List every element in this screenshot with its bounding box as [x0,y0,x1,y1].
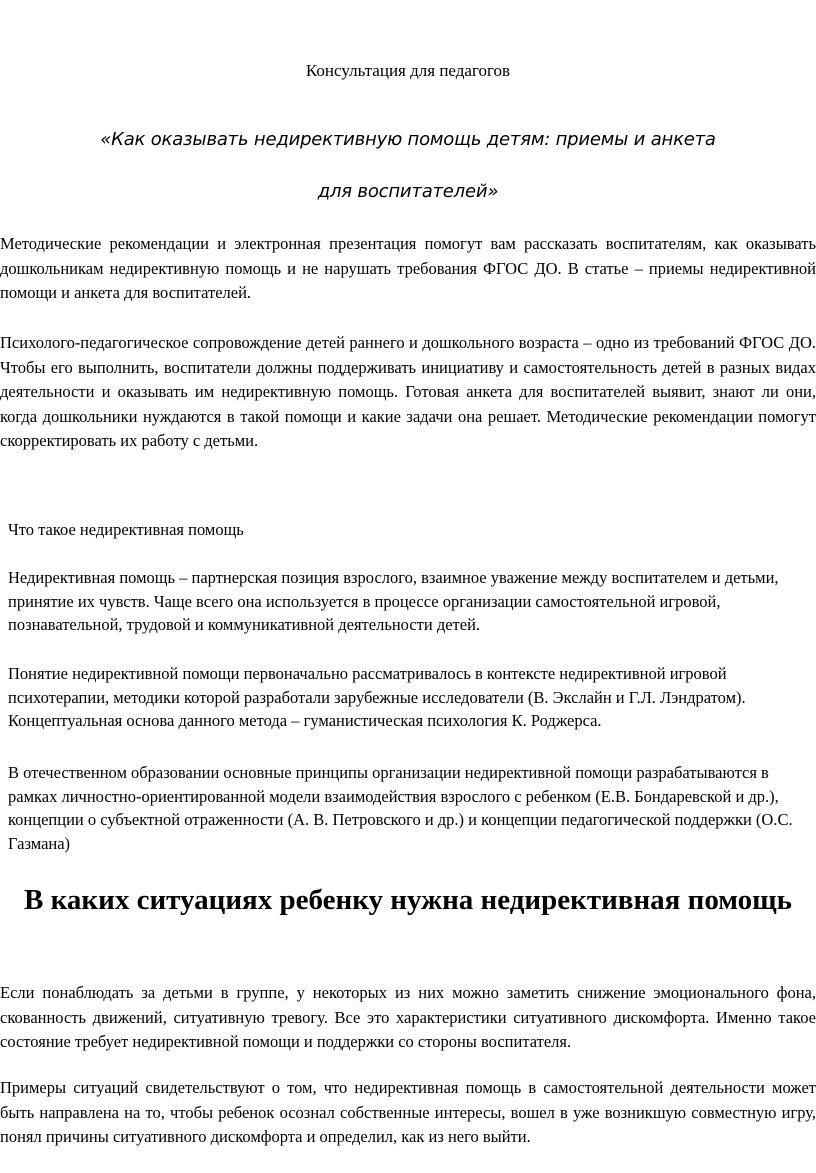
intro-paragraph-2: Психолого-педагогическое сопровождение детей раннего и дошкольного возраста – одно из требований ФГОС ДО. Чтобы его выполнить, воспитатели должны поддерживать инициативу и самостоятельность детей в разных видах деятельности и оказывать им недирективную помощь. Готовая анкета для воспитателей выявит, знают ли они, когда дошкольники нуждаются в такой помощи и какие задачи она решает. Методические рекомендации помогут скорректировать их работу с детьми. [0,333,816,450]
section-paragraph-1: Недирективная помощь – партнерская позиция взрослого, взаимное уважение между воспитателем и детьми, принятие их чувств. Чаще всего она используется в процессе организации самостоятельной игровой, познавательной, трудовой и коммуникативной деятельности детей. [8,568,779,634]
document-header: Консультация для педагогов [305,61,511,80]
situations-paragraph-2: Примеры ситуаций свидетельствуют о том, что недирективная помощь в самостоятельной деятельности может быть направлена на то, чтобы ребенок осознал собственные интересы, вошел в уже возникшую совместную игру, понял причины ситуативного дискомфорта и определил, как из него выйти. [0,1078,816,1146]
situations-paragraph-1: Если понаблюдать за детьми в группе, у некоторых из них можно заметить снижение эмоционального фона, скованность движений, ситуативную тревогу. Все это характеристики ситуативного дискомфорта. Именно такое состояние требует недирективной помощи и поддержки со стороны воспитателя. [0,983,816,1051]
section-title: Что такое недирективная помощь [8,520,244,539]
document-title-line-2: для воспитателей» [317,181,499,202]
document-title-line-1: «Как оказывать недирективную помощь детям: приемы и анкета [100,129,716,150]
section-paragraph-3: В отечественном образовании основные принципы организации недирективной помощи разрабатываются в рамках личностно-ориентированной модели взаимодействия взрослого с ребенком (Е.В. Бондаревской и др.), концепции о субъектной отраженности (А. В. Петровского и др.) и концепции педагогической поддержки (О.С. Газмана) [8,763,793,853]
section-paragraph-2: Понятие недирективной помощи первоначально рассматривалось в контексте недирективной игровой психотерапии, методики которой разработали зарубежные исследователи (В. Экслайн и Г.Л. Лэндратом). Концептуальная основа данного метода – гуманистическая психология К. Роджерса. [8,664,746,730]
section-heading: В каких ситуациях ребенку нужна недирективная помощь [24,884,792,916]
intro-paragraph-1: Методические рекомендации и электронная презентация помогут вам рассказать воспитателям, как оказывать дошкольникам недирективную помощь и не нарушать требования ФГОС ДО. В статье – приемы недирективной помощи и анкета для воспитателей. [0,234,816,302]
